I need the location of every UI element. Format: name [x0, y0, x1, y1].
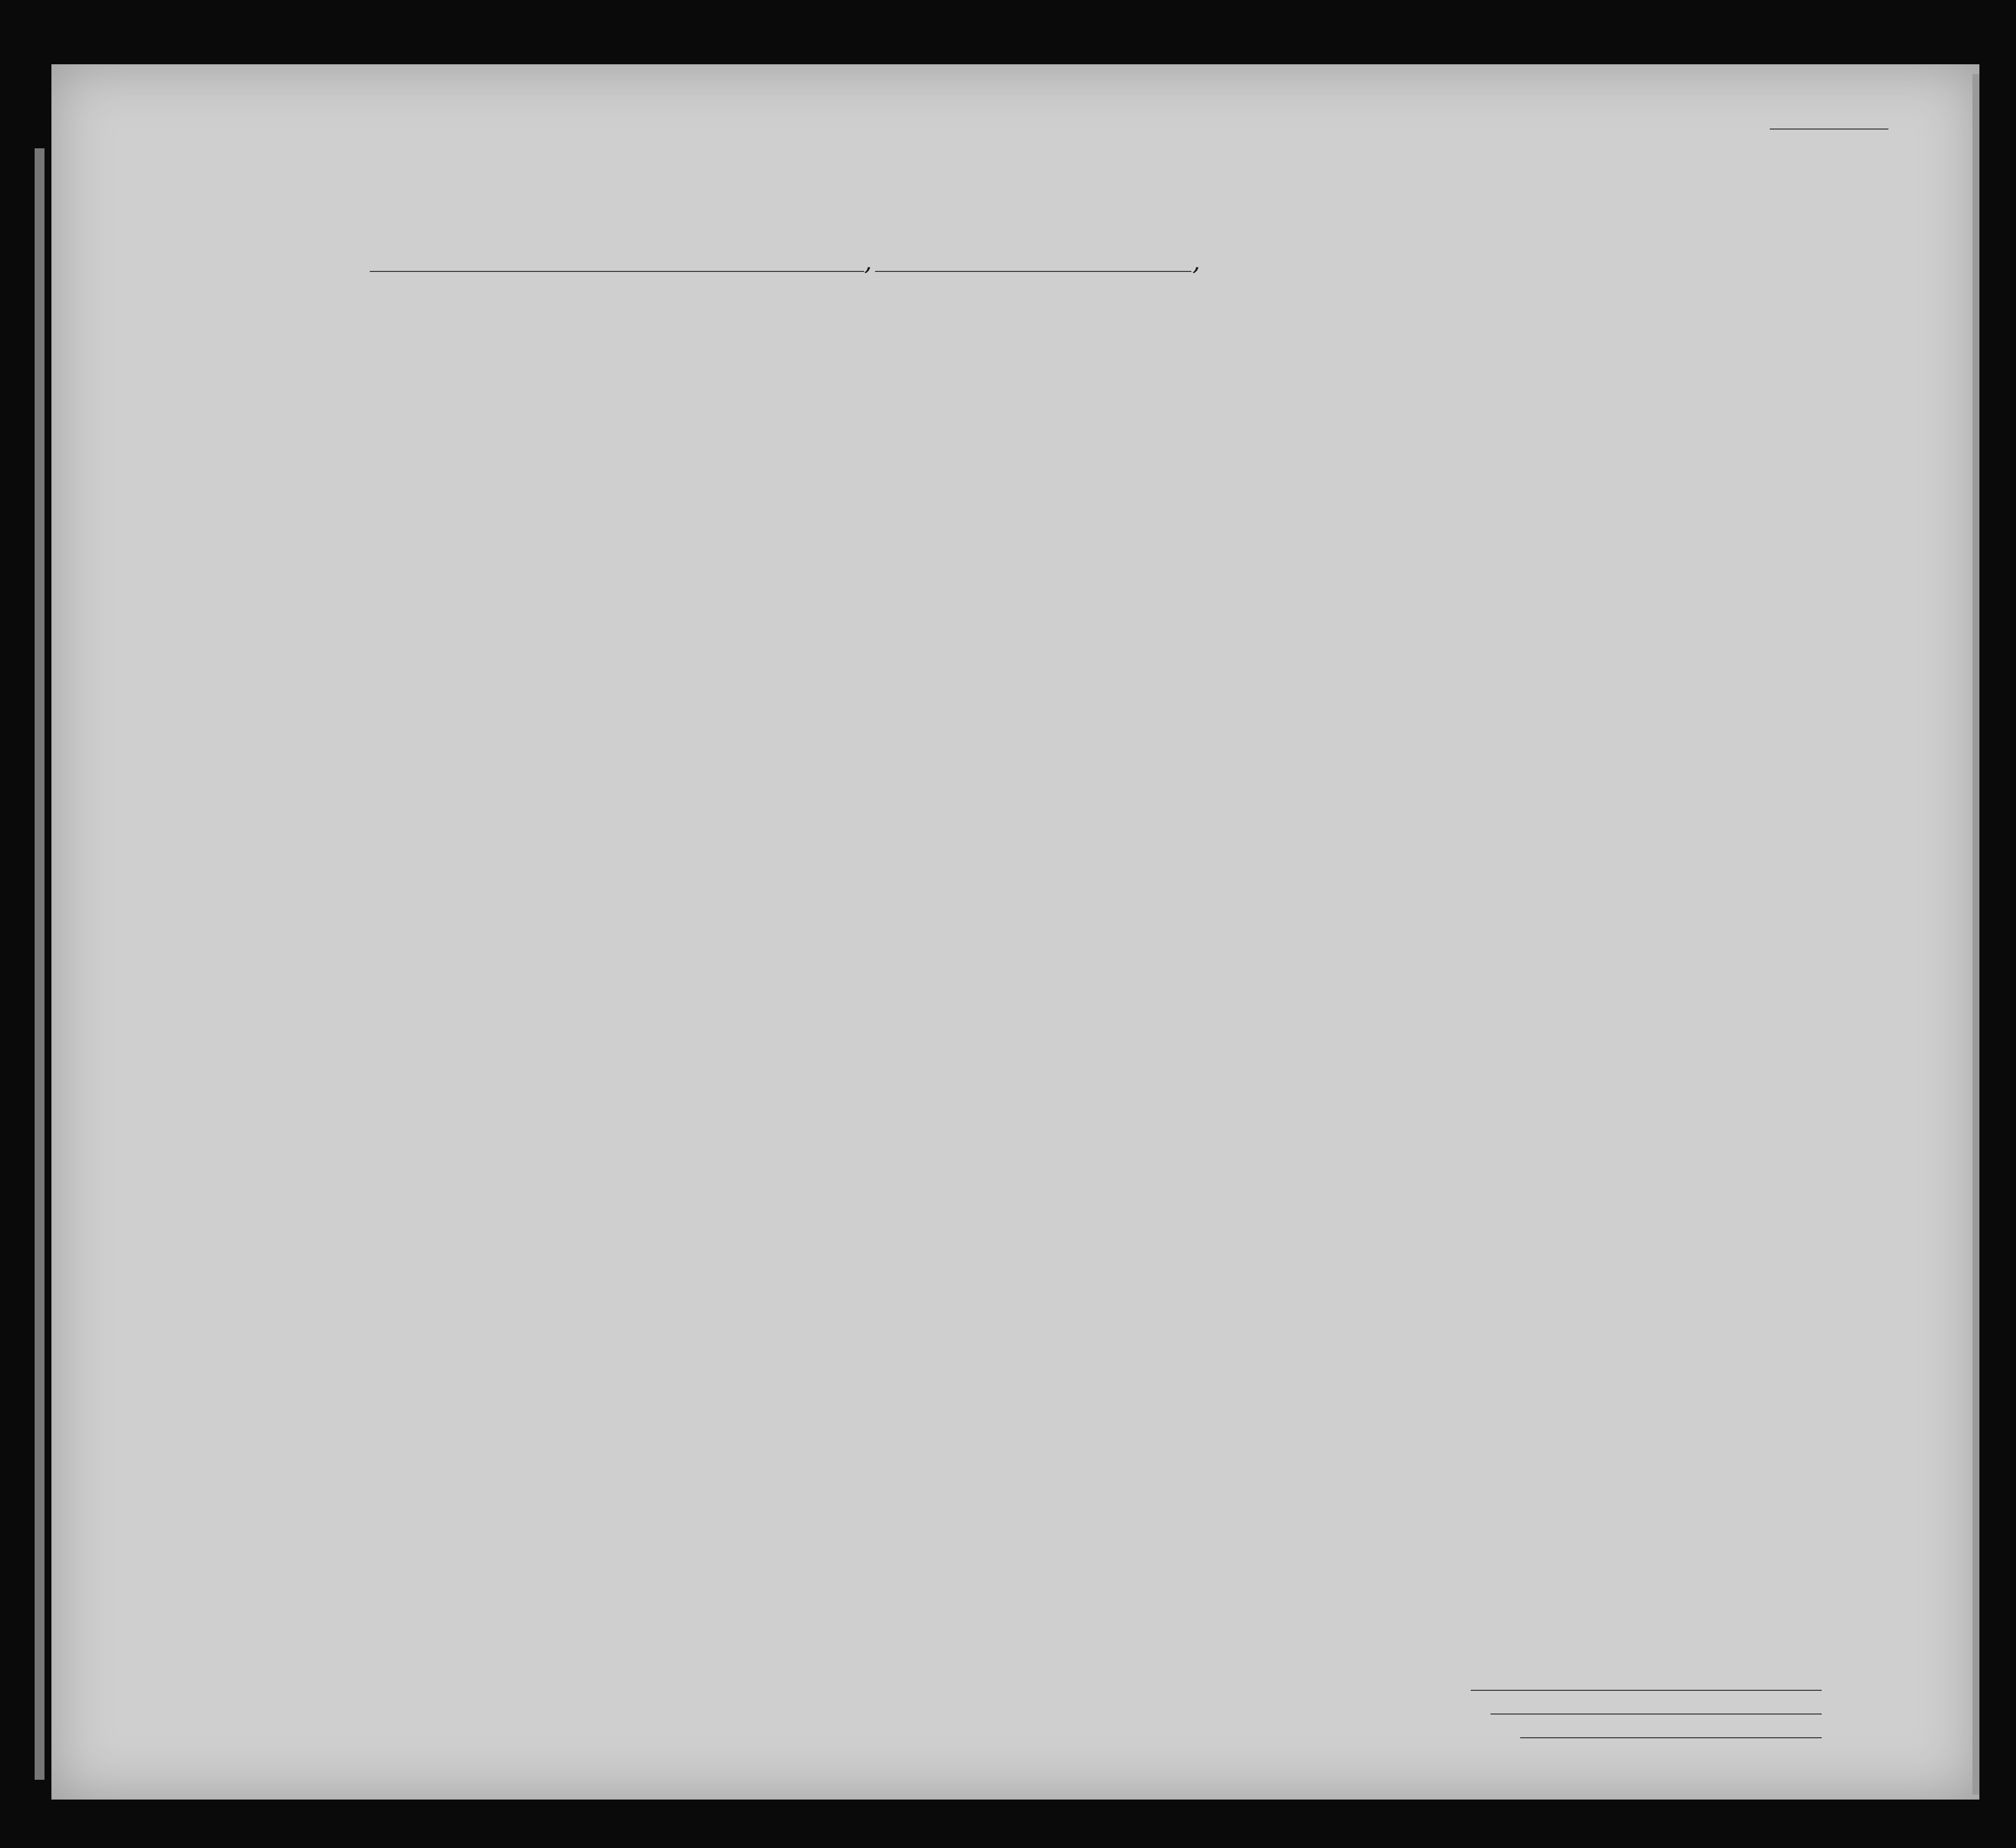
- header-purpose-return: [1167, 356, 1197, 450]
- header-fifty-dollars: [714, 321, 742, 450]
- header-question-28: [1365, 321, 1425, 450]
- line-underline: [1471, 1690, 1822, 1691]
- header-anarchist: [1342, 321, 1361, 450]
- list-underline: [1770, 129, 1888, 130]
- manifest-sheet: [51, 64, 1979, 1800]
- owners-underline: [1490, 1714, 1822, 1715]
- header-question-29: [1427, 321, 1466, 450]
- header-purpose-citizen: [1230, 356, 1261, 450]
- date-underline: [875, 271, 1191, 272]
- header-ticket: [588, 326, 618, 450]
- comma: ,: [864, 247, 872, 276]
- header-polygamist: [1318, 321, 1338, 450]
- header-question-31: [1484, 321, 1500, 450]
- header-question-30: [1467, 321, 1483, 450]
- port-underline: [370, 271, 864, 272]
- header-purpose-length: [1198, 356, 1229, 450]
- header-feet: [1626, 415, 1641, 450]
- header-prison: [1266, 321, 1300, 450]
- agents-underline: [1520, 1737, 1822, 1738]
- header-inches: [1650, 415, 1665, 450]
- binding-edge: [35, 148, 44, 1780]
- stacked-page-edge: [1972, 74, 1979, 1795]
- comma-2: ,: [1192, 247, 1200, 276]
